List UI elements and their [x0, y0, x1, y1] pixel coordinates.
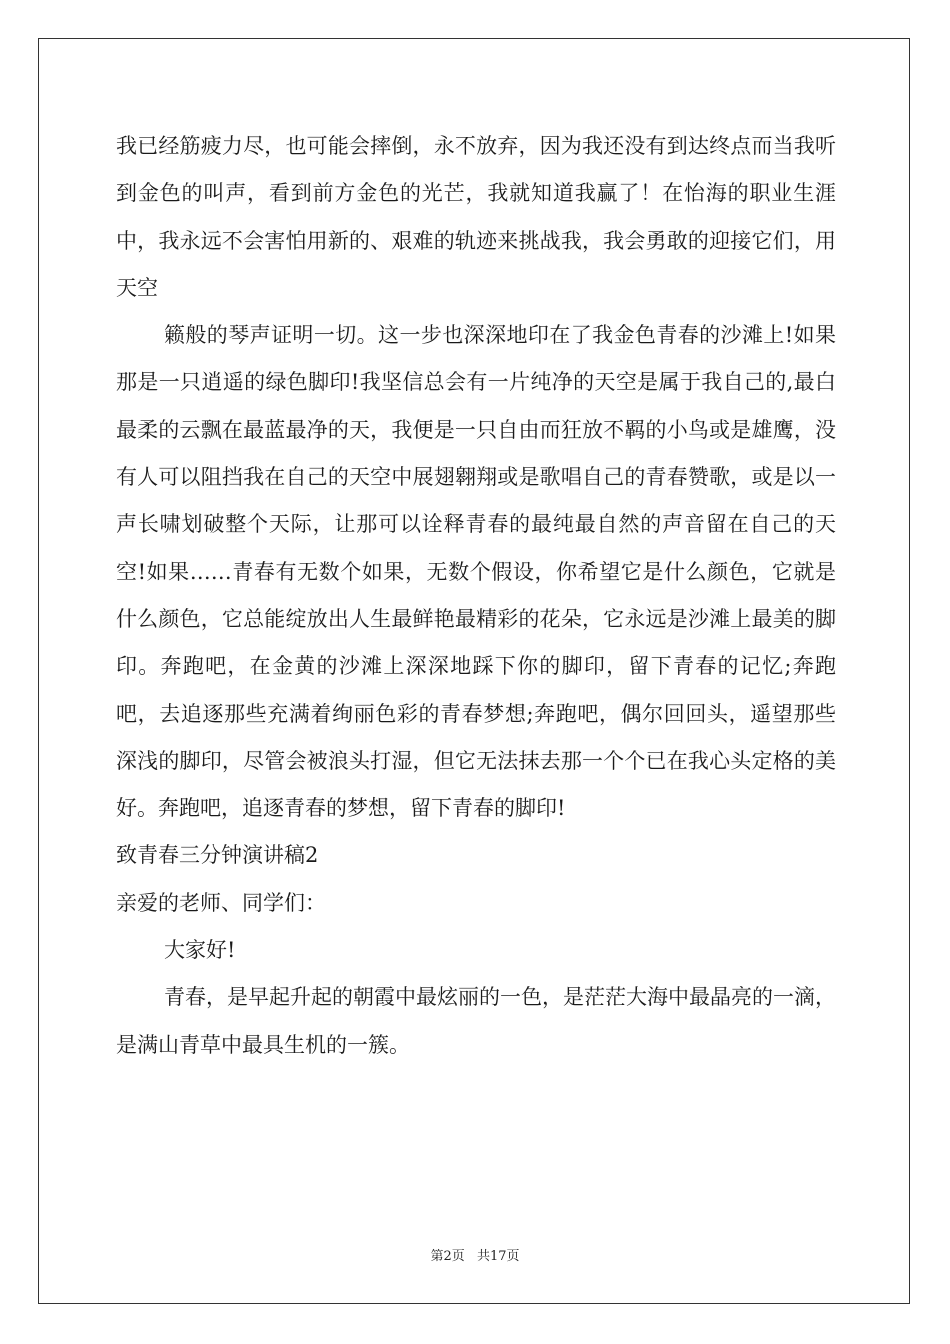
page-footer [0, 1245, 950, 1264]
salutation: 亲爱的老师、同学们： [116, 890, 326, 915]
page-number: 第2页 [430, 1249, 465, 1264]
greeting: 大家好! [164, 938, 236, 963]
paragraph-3: 青春，是早起升起的朝霞中最炫丽的一色，是茫茫大海中最晶亮的一滴，是满山青草中最具生机的一簇。 [116, 985, 836, 1057]
paragraph-1: 我已经筋疲力尽，也可能会摔倒，永不放弃，因为我还没有到达终点而当我听到金色的叫声，看到前方金色的光芒，我就知道我赢了！在怡海的职业生涯中，我永远不会害怕用新的、艰难的轨迹来挑战我，我会勇敢的迎接它们，用天空 [116, 134, 836, 300]
document-body [116, 123, 836, 1069]
page-total: 共17页 [476, 1249, 520, 1264]
paragraph-2: 籁般的琴声证明一切。这一步也深深地印在了我金色青春的沙滩上!如果那是一只逍遥的绿色脚印!我坚信总会有一片纯净的天空是属于我自己的,最白最柔的云飘在最蓝最净的天，我便是一只自由而狂放不羁的小鸟或是雄鹰，没有人可以阻挡我在自己的天空中展翅翱翔或是歌唱自己的青春赞歌，或是以一声长啸划破整个天际，让那可以诠释青春的最纯最自然的声音留在自己的天空!如果……青春有无数个如果，无数个假设，你希望它是什么颜色，它就是什么颜色，它总能绽放出人生最鲜艳最精彩的花朵，它永远是沙滩上最美的脚印。奔跑吧，在金黄的沙滩上深深地踩下你的脚印，留下青春的记忆;奔跑吧，去追逐那些充满着绚丽色彩的青春梦想;奔跑吧，偶尔回回头，遥望那些深浅的脚印，尽管会被浪头打湿，但它无法抹去那一个个已在我心头定格的美好。奔跑吧，追逐青春的梦想，留下青春的脚印! [116, 323, 836, 821]
section-heading: 致青春三分钟演讲稿2 [116, 843, 319, 868]
